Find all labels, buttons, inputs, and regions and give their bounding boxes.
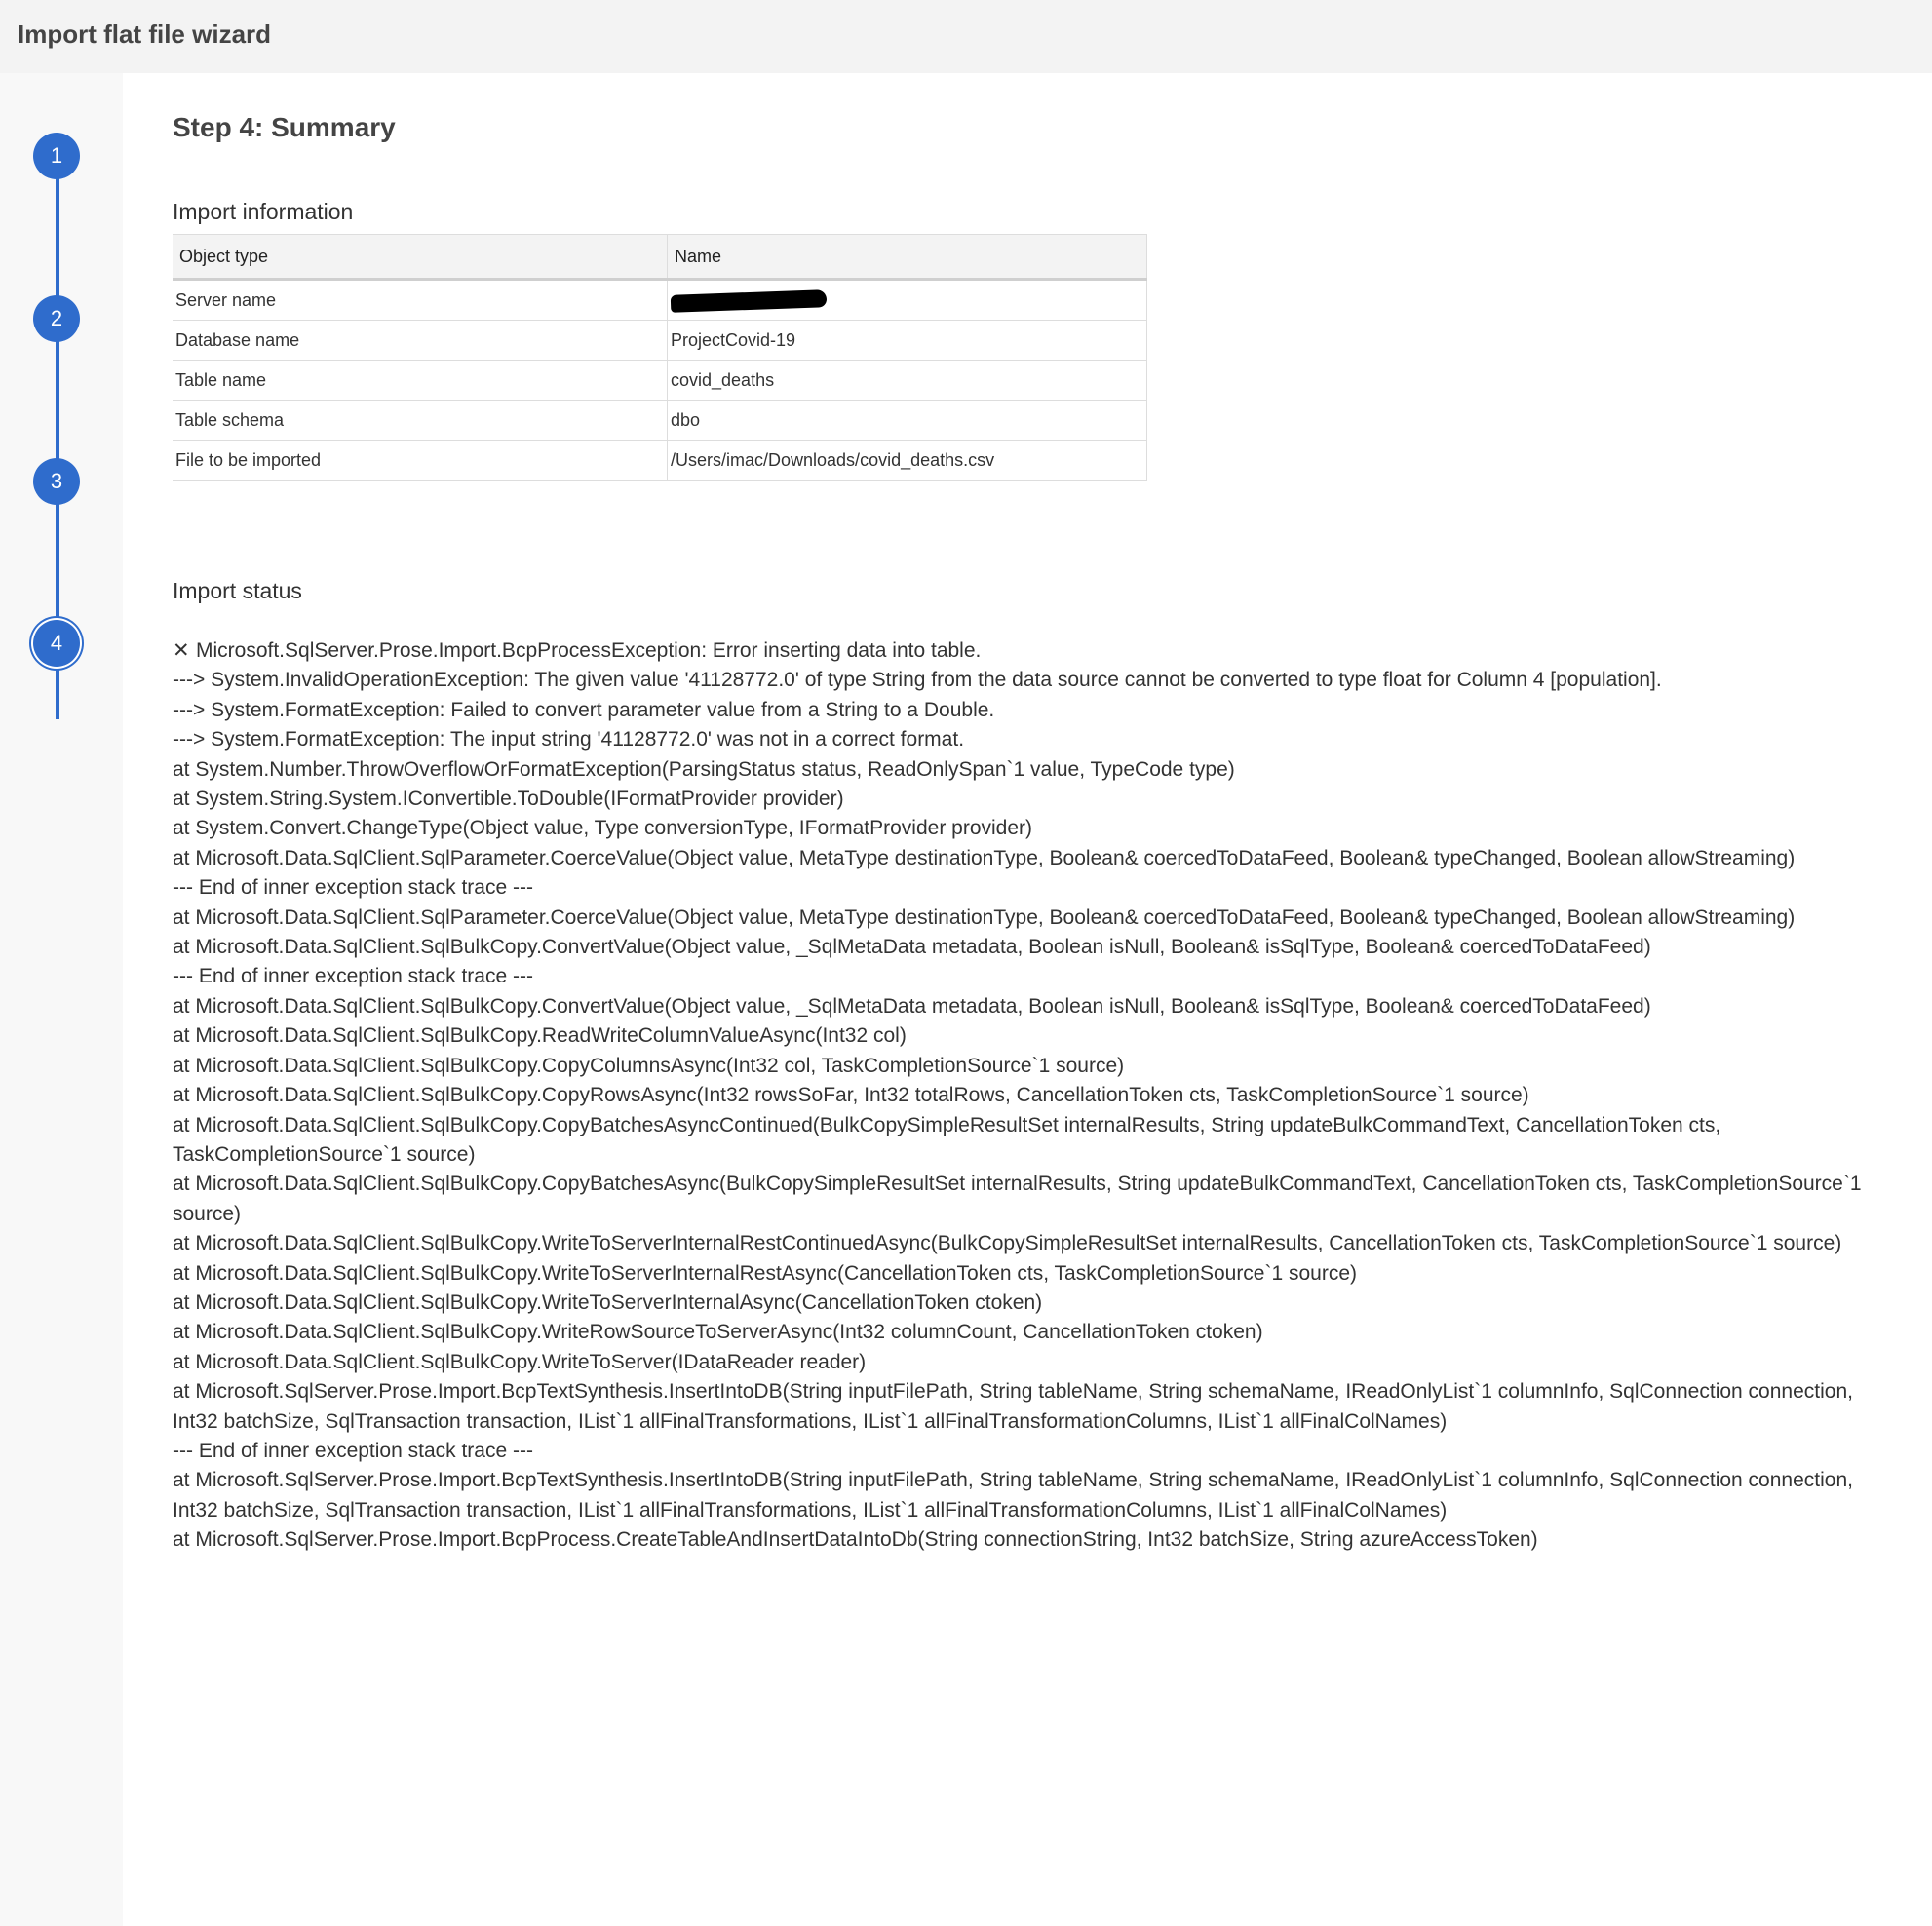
row-label-table-schema: Table schema	[173, 401, 668, 441]
step-4-indicator[interactable]: 4	[33, 620, 80, 667]
row-label-server-name: Server name	[173, 280, 668, 321]
status-line: at Microsoft.Data.SqlClient.SqlBulkCopy.CopyBatchesAsyncContinued(BulkCopySimpleResultSet internalResults, String updateBulkCommandText, CancellationToken cts, TaskCompletionSource`1 source)	[173, 1113, 1726, 1166]
status-line-text: Microsoft.SqlServer.Prose.Import.BcpProcessException: Error inserting data into table.	[196, 639, 982, 662]
redaction-mark	[671, 289, 828, 313]
step-3-indicator[interactable]: 3	[33, 458, 80, 505]
table-row	[173, 321, 1147, 361]
status-line: at Microsoft.Data.SqlClient.SqlBulkCopy.CopyBatchesAsync(BulkCopySimpleResultSet internalResults, String updateBulkCommandText, CancellationToken cts, TaskCompletionSource`1 source)	[173, 1173, 1868, 1225]
status-line: at Microsoft.Data.SqlClient.SqlBulkCopy.WriteToServer(IDataReader reader)	[173, 1350, 867, 1373]
status-line: at System.String.System.IConvertible.ToDouble(IFormatProvider provider)	[173, 788, 844, 811]
table-row	[173, 401, 1147, 441]
step-1-indicator[interactable]: 1	[33, 133, 80, 179]
status-line: ---> System.InvalidOperationException: The given value '41128772.0' of type String from the data source cannot be converted to type float for Column 4 [population].	[173, 669, 1662, 692]
error-x-icon: ✕	[173, 639, 190, 662]
status-line: at Microsoft.Data.SqlClient.SqlBulkCopy.WriteToServerInternalAsync(CancellationToken ctoken)	[173, 1290, 1043, 1314]
status-line: --- End of inner exception stack trace ---	[173, 876, 533, 900]
status-line: at Microsoft.Data.SqlClient.SqlBulkCopy.ConvertValue(Object value, _SqlMetaData metadata, Boolean isNull, Boolean& isSqlType, Boolean& coercedToDataFeed)	[173, 936, 1651, 959]
row-value-table-name: covid_deaths	[668, 361, 1147, 401]
status-line: at Microsoft.SqlServer.Prose.Import.BcpProcess.CreateTableAndInsertDataIntoDb(String connectionString, Int32 batchSize, String azureAccessToken)	[173, 1528, 1538, 1552]
status-line	[173, 636, 1898, 666]
status-line: at Microsoft.Data.SqlClient.SqlBulkCopy.CopyRowsAsync(Int32 rowsSoFar, Int32 totalRows, CancellationToken cts, TaskCompletionSource`1 source)	[173, 1084, 1529, 1107]
row-value-database-name: ProjectCovid-19	[668, 321, 1147, 361]
table-row	[173, 361, 1147, 401]
row-label-database-name: Database name	[173, 321, 668, 361]
page-title: Step 4: Summary	[173, 112, 396, 142]
status-line: at Microsoft.Data.SqlClient.SqlBulkCopy.WriteRowSourceToServerAsync(Int32 columnCount, CancellationToken ctoken)	[173, 1321, 1263, 1344]
table-header-row	[173, 235, 1147, 280]
status-line: --- End of inner exception stack trace ---	[173, 965, 533, 988]
status-line: at Microsoft.Data.SqlClient.SqlBulkCopy.ConvertValue(Object value, _SqlMetaData metadata, Boolean isNull, Boolean& isSqlType, Boolean& coercedToDataFeed)	[173, 994, 1651, 1018]
import-status-heading: Import status	[173, 578, 302, 603]
row-value-file-to-import: /Users/imac/Downloads/covid_deaths.csv	[668, 441, 1147, 481]
wizard-stepper	[0, 73, 123, 1926]
import-status-log	[173, 636, 1898, 1556]
row-value-table-schema: dbo	[668, 401, 1147, 441]
status-line: at System.Convert.ChangeType(Object value, Type conversionType, IFormatProvider provider)	[173, 817, 1033, 840]
status-line: at Microsoft.Data.SqlClient.SqlBulkCopy.WriteToServerInternalRestAsync(CancellationToken cts, TaskCompletionSource`1 source)	[173, 1261, 1358, 1285]
status-line: at Microsoft.Data.SqlClient.SqlParameter.CoerceValue(Object value, MetaType destinationType, Boolean& coercedToDataFeed, Boolean& typeChanged, Boolean allowStreaming)	[173, 846, 1796, 869]
status-line: --- End of inner exception stack trace ---	[173, 1439, 533, 1462]
status-line: at System.Number.ThrowOverflowOrFormatException(ParsingStatus status, ReadOnlySpan`1 value, TypeCode type)	[173, 757, 1235, 781]
status-line: at Microsoft.Data.SqlClient.SqlParameter.CoerceValue(Object value, MetaType destinationType, Boolean& coercedToDataFeed, Boolean& typeChanged, Boolean allowStreaming)	[173, 905, 1796, 929]
column-header-object-type: Object type	[173, 235, 668, 280]
import-information-heading: Import information	[173, 199, 354, 224]
row-label-table-name: Table name	[173, 361, 668, 401]
column-header-name: Name	[668, 235, 1147, 280]
import-information-table	[173, 234, 1147, 481]
status-line: at Microsoft.Data.SqlClient.SqlBulkCopy.WriteToServerInternalRestContinuedAsync(BulkCopySimpleResultSet internalResults, CancellationToken cts, TaskCompletionSource`1 source)	[173, 1232, 1842, 1255]
status-line: at Microsoft.SqlServer.Prose.Import.BcpTextSynthesis.InsertIntoDB(String inputFilePath, String tableName, String schemaName, IReadOnlyList`1 columnInfo, SqlConnection connection, Int32 batchSize, SqlTransaction transaction, IList`1 allFinalTransformations, IList`1 allFinalTransformationColumns, IList`1 allFinalColNames)	[173, 1469, 1859, 1522]
status-line: ---> System.FormatException: The input string '41128772.0' was not in a correct format.	[173, 728, 965, 751]
status-line: at Microsoft.Data.SqlClient.SqlBulkCopy.ReadWriteColumnValueAsync(Int32 col)	[173, 1024, 907, 1048]
status-line: at Microsoft.Data.SqlClient.SqlBulkCopy.CopyColumnsAsync(Int32 col, TaskCompletionSource`1 source)	[173, 1054, 1125, 1077]
table-row	[173, 280, 1147, 321]
window-title: Import flat file wizard	[18, 19, 272, 49]
row-value-server-name	[668, 280, 1147, 321]
status-line: at Microsoft.SqlServer.Prose.Import.BcpTextSynthesis.InsertIntoDB(String inputFilePath, String tableName, String schemaName, IReadOnlyList`1 columnInfo, SqlConnection connection, Int32 batchSize, SqlTransaction transaction, IList`1 allFinalTransformations, IList`1 allFinalTransformationColumns, IList`1 allFinalColNames)	[173, 1380, 1859, 1433]
status-line: ---> System.FormatException: Failed to convert parameter value from a String to a Double.	[173, 698, 995, 721]
row-label-file-to-import: File to be imported	[173, 441, 668, 481]
title-bar	[0, 0, 1932, 73]
table-row	[173, 441, 1147, 481]
step-2-indicator[interactable]: 2	[33, 295, 80, 342]
